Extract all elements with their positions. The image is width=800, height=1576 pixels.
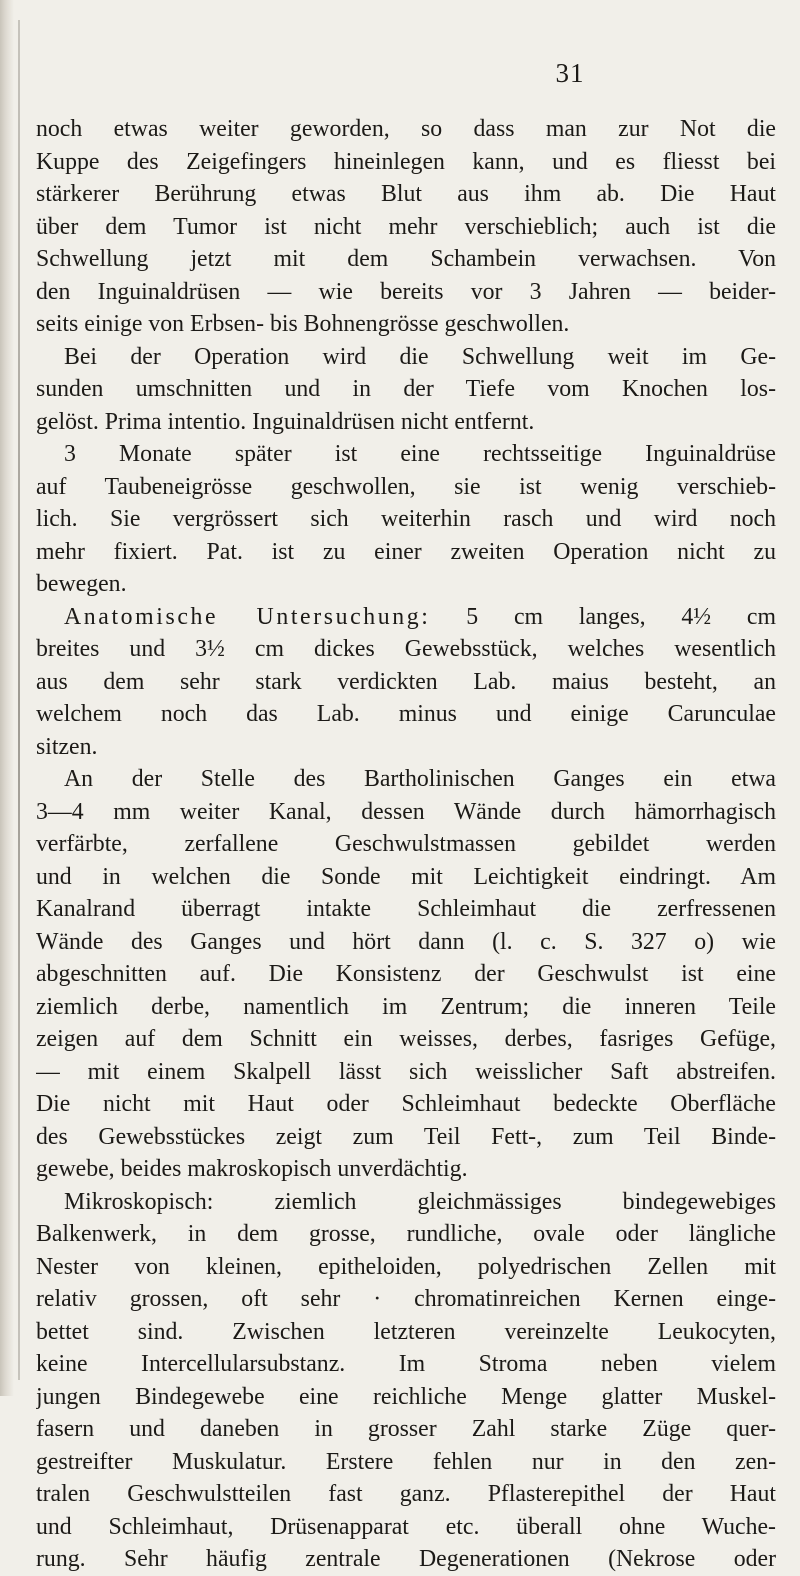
text-line: 3—4 mm weiter Kanal, dessen Wände durch hämorrhagisch — [36, 798, 776, 825]
text-line: des Gewebsstückes zeigt zum Teil Fett-, zum Teil Binde- — [36, 1123, 776, 1150]
text-line: Schwellung jetzt mit dem Schambein verwachsen. Von — [36, 246, 776, 272]
text-line: Mikroskopisch: ziemlich gleichmässiges bindegewebiges — [64, 1188, 776, 1215]
text-line: Bei der Operation wird die Schwellung weit im Ge- — [64, 343, 776, 370]
text-line: mehr fixiert. Pat. ist zu einer zweiten Operation nicht zu — [36, 538, 776, 565]
text-line: bettet sind. Zwischen letzteren vereinzelte Leukocyten, — [36, 1318, 776, 1345]
text-line: An der Stelle des Bartholinischen Ganges ein etwa — [64, 766, 776, 792]
text-line: noch etwas weiter geworden, so dass man zur Not die — [36, 116, 776, 142]
text-line: gewebe, beides makroskopisch unverdächtig. — [36, 1156, 468, 1182]
page-number: 31 — [555, 58, 585, 88]
text-line: über dem Tumor ist nicht mehr verschieblich; auch ist die — [36, 213, 776, 240]
text-line: verfärbte, zerfallene Geschwulstmassen gebildet werden — [36, 831, 776, 857]
text-line: Kanalrand überragt intakte Schleimhaut die zerfressenen — [36, 896, 776, 922]
text-line: auf Taubeneigrösse geschwollen, sie ist wenig verschieb- — [36, 473, 776, 500]
text-line: seits einige von Erbsen- bis Bohnengrösse geschwollen. — [36, 311, 570, 337]
binding-line — [18, 20, 20, 1380]
text-line: lich. Sie vergrössert sich weiterhin rasch und wird noch — [36, 506, 776, 532]
text-line: den Inguinaldrüsen — wie bereits vor 3 Jahren — beider- — [36, 278, 776, 305]
text-line: stärkerer Berührung etwas Blut aus ihm ab. Die Haut — [36, 181, 776, 207]
page-text — [36, 113, 776, 1576]
text-line: tralen Geschwulstteilen fast ganz. Pflasterepithel der Haut — [36, 1481, 776, 1507]
text-line: gelöst. Prima intentio. Inguinaldrüsen nicht entfernt. — [36, 408, 535, 435]
text-line-rest: 5 cm langes, 4½ cm — [430, 603, 776, 630]
text-line: sunden umschnitten und in der Tiefe vom Knochen los- — [36, 376, 776, 402]
text-line: sitzen. — [36, 733, 98, 760]
text-line: Nester von kleinen, epitheloiden, polyedrischen Zellen mit — [36, 1253, 776, 1280]
text-line: Wände des Ganges und hört dann (l. c. S. 327 o) wie — [36, 928, 776, 955]
text-line: bewegen. — [36, 571, 127, 597]
text-line: 3 Monate später ist eine rechtsseitige Inguinaldrüse — [64, 441, 776, 467]
text-line — [36, 601, 776, 634]
text-line: und Schleimhaut, Drüsenapparat etc. überall ohne Wuche- — [36, 1513, 776, 1540]
text-line: rung. Sehr häufig zentrale Degenerationen (Nekrose oder — [36, 1546, 776, 1572]
text-line: Die nicht mit Haut oder Schleimhaut bedeckte Oberfläche — [36, 1091, 776, 1117]
text-line: breites und 3½ cm dickes Gewebsstück, welches wesentlich — [36, 636, 776, 662]
text-line: jungen Bindegewebe eine reichliche Menge glatter Muskel- — [36, 1383, 776, 1410]
text-line: — mit einem Skalpell lässt sich weisslicher Saft abstreifen. — [36, 1058, 776, 1085]
text-line: keine Intercellularsubstanz. Im Stroma neben vielem — [36, 1351, 776, 1377]
text-line: relativ grossen, oft sehr · chromatinreichen Kernen einge- — [36, 1286, 776, 1312]
text-line: gestreifter Muskulatur. Erstere fehlen nur in den zen- — [36, 1448, 776, 1475]
text-line: aus dem sehr stark verdickten Lab. maius besteht, an — [36, 668, 776, 695]
text-line: abgeschnitten auf. Die Konsistenz der Geschwulst ist eine — [36, 961, 776, 987]
text-line: welchem noch das Lab. minus und einige Carunculae — [36, 701, 776, 727]
text-line: Kuppe des Zeigefingers hineinlegen kann, und es fliesst bei — [36, 148, 776, 175]
text-line: und in welchen die Sonde mit Leichtigkeit eindringt. Am — [36, 863, 776, 890]
text-line: fasern und daneben in grosser Zahl starke Züge quer- — [36, 1416, 776, 1442]
text-line: Balkenwerk, in dem grosse, rundliche, ovale oder längliche — [36, 1221, 776, 1247]
section-heading: Anatomische Untersuchung: — [64, 603, 431, 630]
scan-edge-shadow — [0, 0, 14, 1396]
text-line: zeigen auf dem Schnitt ein weisses, derbes, fasriges Gefüge, — [36, 1026, 776, 1052]
text-line: ziemlich derbe, namentlich im Zentrum; die inneren Teile — [36, 993, 776, 1020]
